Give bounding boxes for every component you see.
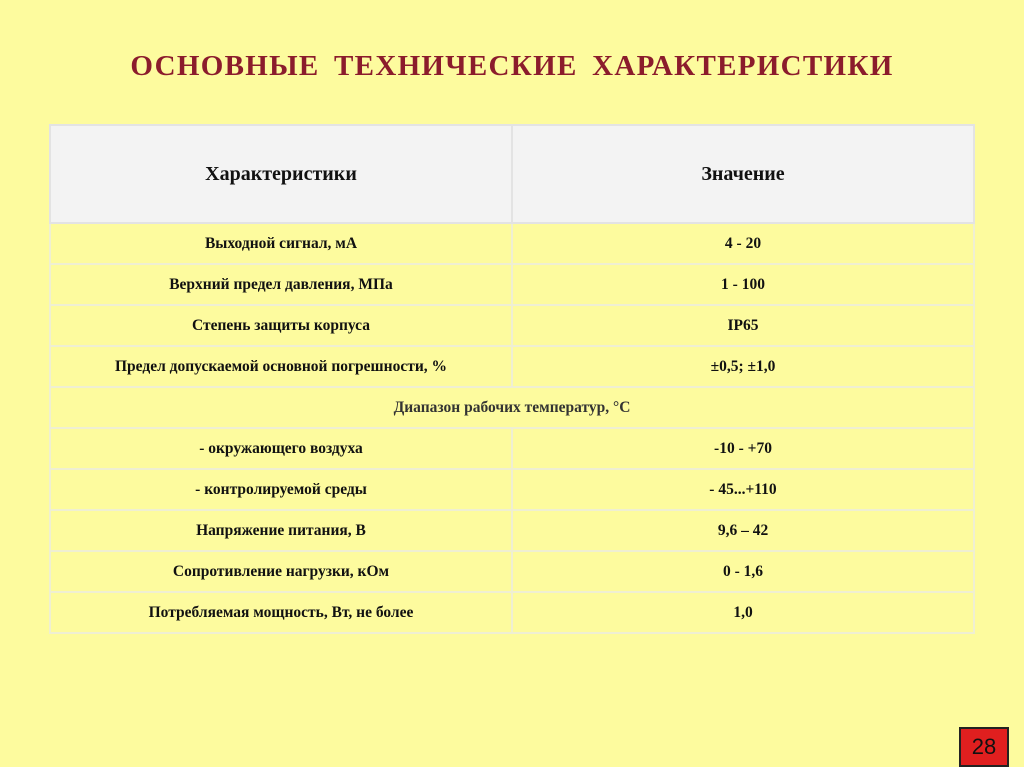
page-number-badge: 28	[959, 727, 1009, 767]
characteristic-cell: Выходной сигнал, мА	[50, 223, 512, 264]
value-cell: 0 - 1,6	[512, 551, 974, 592]
value-cell: - 45...+110	[512, 469, 974, 510]
table-row	[50, 346, 974, 387]
value-cell: 1 - 100	[512, 264, 974, 305]
slide-title: ОСНОВНЫЕ ТЕХНИЧЕСКИЕ ХАРАКТЕРИСТИКИ	[130, 50, 894, 82]
specifications-table	[49, 124, 975, 634]
table-row	[50, 223, 974, 264]
table-row	[50, 469, 974, 510]
characteristic-cell: Степень защиты корпуса	[50, 305, 512, 346]
table-row	[50, 592, 974, 633]
section-header-cell: Диапазон рабочих температур, °С	[50, 387, 974, 428]
characteristic-cell: - окружающего воздуха	[50, 428, 512, 469]
value-cell: IP65	[512, 305, 974, 346]
table-section-row	[50, 387, 974, 428]
characteristic-cell: Верхний предел давления, МПа	[50, 264, 512, 305]
column-header-value: Значение	[512, 125, 974, 223]
value-cell: 9,6 – 42	[512, 510, 974, 551]
characteristic-cell: Сопротивление нагрузки, кОм	[50, 551, 512, 592]
characteristic-cell: - контролируемой среды	[50, 469, 512, 510]
column-header-characteristics: Характеристики	[50, 125, 512, 223]
value-cell: 1,0	[512, 592, 974, 633]
table-row	[50, 551, 974, 592]
table-row	[50, 264, 974, 305]
table-row	[50, 510, 974, 551]
table-row	[50, 428, 974, 469]
characteristic-cell: Потребляемая мощность, Вт, не более	[50, 592, 512, 633]
characteristic-cell: Напряжение питания, В	[50, 510, 512, 551]
table-header-row	[50, 125, 974, 223]
value-cell: -10 - +70	[512, 428, 974, 469]
table-row	[50, 305, 974, 346]
value-cell: 4 - 20	[512, 223, 974, 264]
value-cell: ±0,5; ±1,0	[512, 346, 974, 387]
characteristic-cell: Предел допускаемой основной погрешности, %	[50, 346, 512, 387]
